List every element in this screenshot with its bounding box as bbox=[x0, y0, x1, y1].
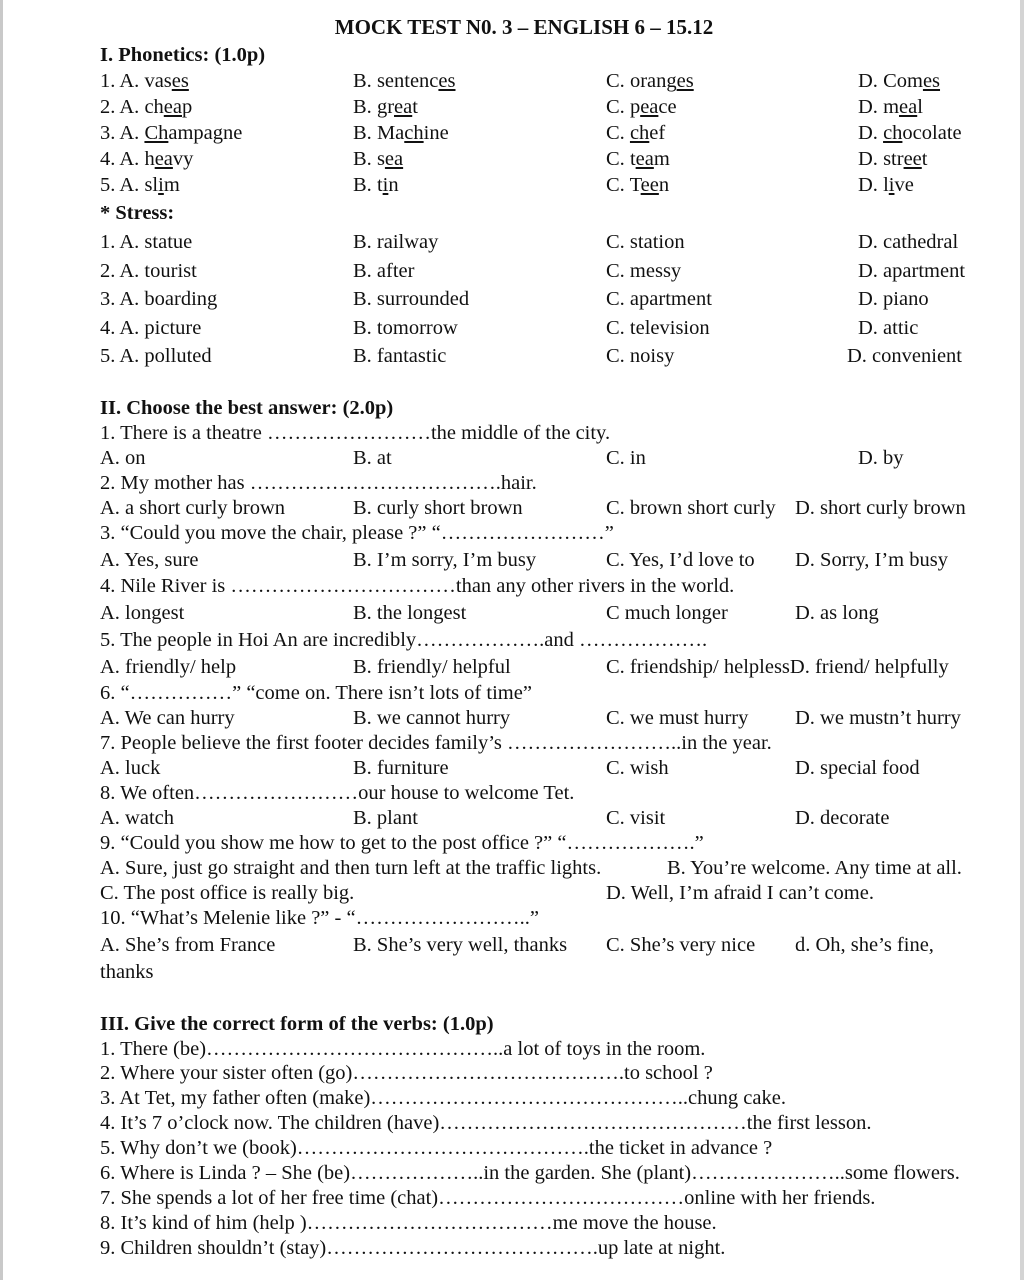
phonetics-option bbox=[353, 120, 449, 146]
underlined-sound: i bbox=[158, 174, 164, 196]
word-part: l bbox=[917, 96, 923, 118]
question-5: 5. The people in Hoi An are incredibly……………….and ………………. bbox=[100, 628, 708, 651]
option-c: C. She’s very nice bbox=[606, 934, 756, 956]
verb-item-text: 7. She spends a lot of her free time (chat)………………………………online with her friends. bbox=[100, 1186, 876, 1209]
option-b: B. friendly/ helpful bbox=[353, 655, 511, 678]
phonetics-option bbox=[858, 120, 962, 146]
verb-item bbox=[100, 1111, 1000, 1136]
question-10-option-d-cont: thanks bbox=[100, 960, 154, 983]
verb-item-text: 2. Where your sister often (go)………………………………….to school ? bbox=[100, 1062, 713, 1085]
stress-row bbox=[100, 314, 1000, 343]
verb-item bbox=[100, 1186, 1000, 1211]
phonetics-option bbox=[100, 94, 192, 120]
word-part: D. bbox=[858, 122, 884, 144]
underlined-sound: es bbox=[676, 70, 694, 92]
word-part: ef bbox=[649, 122, 666, 144]
page-left-border bbox=[0, 0, 3, 1280]
phonetics-row bbox=[100, 146, 1000, 172]
stress-heading: * Stress: bbox=[100, 202, 175, 224]
option-a: A. a short curly brown bbox=[100, 496, 286, 519]
word-part: h bbox=[144, 148, 155, 170]
stress-option: D. attic bbox=[858, 316, 919, 339]
question-6-options bbox=[100, 706, 1000, 731]
stress-row bbox=[100, 228, 1000, 257]
option-b: B. plant bbox=[353, 807, 418, 829]
question-3-options bbox=[100, 546, 1000, 575]
word-part: C. bbox=[606, 174, 630, 196]
phonetics-row bbox=[100, 68, 1000, 94]
word-part: 2. A. bbox=[100, 96, 145, 118]
question-9-options-cd bbox=[100, 881, 1000, 906]
option-c: C. brown short curly bbox=[606, 496, 776, 519]
option-c: C. we must hurry bbox=[606, 707, 749, 729]
word-part: vy bbox=[172, 148, 194, 170]
question-8-options bbox=[100, 806, 1000, 831]
phonetics-option bbox=[858, 94, 923, 120]
phonetics-option bbox=[353, 172, 399, 198]
word-part: ch bbox=[144, 96, 164, 118]
word-part: D. bbox=[858, 70, 884, 92]
word-part: D. bbox=[858, 174, 884, 196]
phonetics-option bbox=[858, 146, 927, 172]
phonetics-option bbox=[100, 120, 242, 146]
option-d: D. by bbox=[858, 446, 904, 469]
phonetics-row bbox=[100, 120, 1000, 146]
phonetics-option bbox=[100, 68, 189, 94]
word-part: Com bbox=[883, 70, 923, 92]
stress-option: D. cathedral bbox=[858, 231, 959, 253]
phonetics-option bbox=[353, 68, 456, 94]
underlined-sound: ea bbox=[640, 96, 659, 118]
verb-item bbox=[100, 1037, 1000, 1062]
option-b: B. at bbox=[353, 446, 392, 469]
question-8: 8. We often……………………our house to welcome Tet. bbox=[100, 782, 575, 804]
phonetics-option bbox=[606, 68, 694, 94]
option-a: A. Sure, just go straight and then turn left at the traffic lights. bbox=[100, 857, 602, 879]
word-part: D. bbox=[858, 148, 884, 170]
option-a: A. She’s from France bbox=[100, 934, 276, 956]
option-d: D. as long bbox=[795, 602, 879, 624]
word-part: s bbox=[376, 148, 385, 170]
stress-list bbox=[100, 228, 1000, 371]
option-d: D. short curly brown bbox=[795, 496, 966, 519]
question-3: 3. “Could you move the chair, please ?” “……………………” bbox=[100, 521, 614, 544]
word-part: m bbox=[653, 148, 670, 170]
stress-option: 1. A. statue bbox=[100, 231, 193, 253]
stress-option: C. apartment bbox=[606, 288, 712, 310]
underlined-sound: ch bbox=[404, 122, 424, 144]
verb-item bbox=[100, 1086, 1000, 1111]
question-10-options bbox=[100, 931, 1000, 960]
stress-option: D. convenient bbox=[847, 345, 962, 367]
stress-option: 3. A. boarding bbox=[100, 288, 218, 310]
option-c: C. wish bbox=[606, 757, 669, 779]
test-page bbox=[100, 12, 1000, 1261]
word-part: C. bbox=[606, 70, 630, 92]
word-part: T bbox=[629, 174, 641, 196]
verb-item bbox=[100, 1236, 1000, 1261]
option-c-d: C. friendship/ helplessD. friend/ helpfully bbox=[606, 655, 949, 678]
word-part: B. bbox=[353, 174, 377, 196]
option-d: d. Oh, she’s fine, bbox=[795, 934, 934, 956]
stress-option: 5. A. polluted bbox=[100, 345, 212, 367]
word-part: t bbox=[412, 96, 418, 118]
stress-row bbox=[100, 257, 1000, 286]
underlined-sound: i bbox=[888, 174, 895, 196]
underlined-sound: ch bbox=[629, 122, 650, 144]
word-part: B. bbox=[353, 96, 377, 118]
option-a: A. Yes, sure bbox=[100, 548, 199, 571]
verb-item bbox=[100, 1161, 1000, 1186]
option-a: A. longest bbox=[100, 602, 185, 624]
underlined-sound: i bbox=[382, 174, 389, 196]
question-2-options bbox=[100, 496, 1000, 521]
option-a: A. watch bbox=[100, 807, 175, 829]
question-10: 10. “What’s Melenie like ?” - “……………………..” bbox=[100, 907, 539, 929]
stress-row bbox=[100, 342, 1000, 371]
underlined-sound: es bbox=[171, 70, 189, 92]
question-6: 6. “……………” “come on. There isn’t lots of time” bbox=[100, 682, 532, 704]
phonetics-option bbox=[100, 146, 193, 172]
phonetics-option bbox=[100, 172, 180, 198]
option-c: C. The post office is really big. bbox=[100, 882, 355, 904]
word-part: ocolate bbox=[902, 122, 962, 144]
underlined-sound: ea bbox=[163, 96, 182, 118]
stress-option: B. surrounded bbox=[353, 288, 470, 310]
page-title: MOCK TEST N0. 3 – ENGLISH 6 – 15.12 bbox=[334, 15, 714, 39]
underlined-sound: ee bbox=[903, 148, 922, 170]
word-part: str bbox=[883, 148, 904, 170]
verbs-list bbox=[100, 1037, 1000, 1261]
underlined-sound: Ch bbox=[144, 122, 169, 144]
word-part: ve bbox=[894, 174, 914, 196]
word-part: p bbox=[182, 96, 193, 118]
verbs-heading: III. Give the correct form of the verbs: (1.0p) bbox=[100, 1012, 494, 1035]
question-1: 1. There is a theatre ……………………the middle of the city. bbox=[100, 421, 611, 444]
word-part: t bbox=[629, 148, 636, 170]
phonetics-option bbox=[353, 94, 418, 120]
word-part: ine bbox=[423, 122, 449, 144]
phonetics-option bbox=[606, 172, 669, 198]
question-4-options bbox=[100, 599, 1000, 628]
word-part: C. bbox=[606, 148, 630, 170]
underlined-sound: ch bbox=[883, 122, 903, 144]
word-part: n bbox=[658, 174, 670, 196]
word-part: n bbox=[388, 174, 399, 196]
word-part: B. bbox=[353, 122, 377, 144]
word-part: l bbox=[883, 174, 889, 196]
phonetics-row bbox=[100, 94, 1000, 120]
option-a: A. We can hurry bbox=[100, 707, 235, 729]
question-1-options bbox=[100, 446, 1000, 471]
question-4: 4. Nile River is ……………………………than any other rivers in the world. bbox=[100, 575, 735, 597]
word-part: vas bbox=[144, 70, 172, 92]
option-b: B. we cannot hurry bbox=[353, 707, 511, 729]
page-right-border bbox=[1020, 0, 1024, 1280]
word-part: C. bbox=[606, 122, 630, 144]
word-part: p bbox=[629, 96, 641, 118]
word-part: m bbox=[163, 174, 180, 196]
option-b: B. I’m sorry, I’m busy bbox=[353, 548, 537, 571]
stress-row bbox=[100, 285, 1000, 314]
choose-heading: II. Choose the best answer: (2.0p) bbox=[100, 396, 394, 419]
option-d: D. we mustn’t hurry bbox=[795, 707, 961, 729]
option-b: B. furniture bbox=[353, 757, 449, 779]
word-part: ce bbox=[658, 96, 677, 118]
phonetics-option bbox=[858, 172, 914, 198]
phonetics-heading: I. Phonetics: (1.0p) bbox=[100, 44, 266, 66]
word-part: sl bbox=[144, 174, 159, 196]
phonetics-option bbox=[606, 120, 665, 146]
word-part: sentenc bbox=[376, 70, 439, 92]
option-b: B. She’s very well, thanks bbox=[353, 934, 568, 956]
stress-option: D. apartment bbox=[858, 259, 966, 282]
option-c: C. visit bbox=[606, 807, 666, 829]
question-9-options-ab bbox=[100, 856, 1000, 881]
verb-item bbox=[100, 1061, 1000, 1086]
word-part: 5. A. bbox=[100, 174, 145, 196]
option-b: B. You’re welcome. Any time at all. bbox=[667, 857, 962, 879]
verb-item-text: 6. Where is Linda ? – She (be)………………..in the garden. She (plant)…………………..some flowers. bbox=[100, 1161, 960, 1184]
word-part: D. bbox=[858, 96, 884, 118]
word-part: t bbox=[921, 148, 928, 170]
stress-option: C. messy bbox=[606, 259, 682, 282]
word-part: ampagne bbox=[168, 122, 243, 144]
underlined-sound: ea bbox=[899, 96, 918, 118]
underlined-sound: ea bbox=[384, 148, 404, 170]
stress-option: C. station bbox=[606, 231, 685, 253]
word-part: t bbox=[376, 174, 383, 196]
word-part: orang bbox=[629, 70, 677, 92]
question-5-options bbox=[100, 653, 1000, 682]
option-a: A. friendly/ help bbox=[100, 655, 237, 678]
question-9: 9. “Could you show me how to get to the post office ?” “……………….” bbox=[100, 832, 704, 854]
verb-item bbox=[100, 1211, 1000, 1236]
word-part: 4. A. bbox=[100, 148, 145, 170]
phonetics-list bbox=[100, 68, 1000, 198]
verb-item bbox=[100, 1136, 1000, 1161]
underlined-sound: ee bbox=[640, 174, 659, 196]
verb-item-text: 1. There (be)……………………………………..a lot of toys in the room. bbox=[100, 1037, 706, 1060]
option-a: A. luck bbox=[100, 757, 161, 779]
word-part: Ma bbox=[376, 122, 405, 144]
question-7-options bbox=[100, 756, 1000, 781]
option-c: C much longer bbox=[606, 602, 728, 624]
phonetics-option bbox=[606, 94, 677, 120]
stress-option: B. railway bbox=[353, 231, 439, 253]
stress-option: 2. A. tourist bbox=[100, 259, 197, 282]
word-part: 1. A. bbox=[100, 70, 145, 92]
option-a: A. on bbox=[100, 446, 146, 469]
option-b: B. curly short brown bbox=[353, 496, 523, 519]
option-d: D. Sorry, I’m busy bbox=[795, 548, 948, 571]
option-c: C. Yes, I’d love to bbox=[606, 548, 755, 571]
word-part: gr bbox=[376, 96, 395, 118]
verb-item-text: 3. At Tet, my father often (make)………………………………………..chung cake. bbox=[100, 1087, 786, 1110]
question-2: 2. My mother has ……………………………….hair. bbox=[100, 471, 537, 494]
underlined-sound: es bbox=[922, 70, 941, 92]
word-part: m bbox=[883, 96, 900, 118]
option-b: B. the longest bbox=[353, 602, 467, 624]
stress-option: 4. A. picture bbox=[100, 316, 202, 339]
underlined-sound: ea bbox=[154, 148, 173, 170]
underlined-sound: ea bbox=[635, 148, 654, 170]
stress-option: C. television bbox=[606, 316, 710, 339]
verb-item-text: 5. Why don’t we (book)…………………………………….the ticket in advance ? bbox=[100, 1137, 773, 1160]
verb-item-text: 8. It’s kind of him (help )………………………………me move the house. bbox=[100, 1211, 717, 1234]
phonetics-option bbox=[353, 146, 403, 172]
phonetics-option bbox=[606, 146, 670, 172]
stress-option: B. tomorrow bbox=[353, 316, 458, 339]
question-7: 7. People believe the first footer decides family’s ……………………..in the year. bbox=[100, 732, 772, 754]
word-part: 3. A. bbox=[100, 122, 145, 144]
word-part: B. bbox=[353, 148, 377, 170]
option-d: D. special food bbox=[795, 757, 920, 779]
stress-option: D. piano bbox=[858, 288, 929, 310]
stress-option: B. fantastic bbox=[353, 345, 447, 367]
underlined-sound: ea bbox=[394, 96, 413, 118]
word-part: B. bbox=[353, 70, 377, 92]
phonetics-row bbox=[100, 172, 1000, 198]
stress-option: B. after bbox=[353, 259, 415, 282]
option-d: D. decorate bbox=[795, 807, 890, 829]
underlined-sound: es bbox=[438, 70, 456, 92]
verb-item-text: 4. It’s 7 o’clock now. The children (have)………………………………………the first lesson. bbox=[100, 1112, 872, 1135]
verb-item-text: 9. Children shouldn’t (stay)………………………………….up late at night. bbox=[100, 1236, 726, 1259]
option-d: D. Well, I’m afraid I can’t come. bbox=[606, 882, 874, 904]
option-c: C. in bbox=[606, 446, 646, 469]
word-part: C. bbox=[606, 96, 630, 118]
stress-option: C. noisy bbox=[606, 345, 675, 367]
phonetics-option bbox=[858, 68, 940, 94]
